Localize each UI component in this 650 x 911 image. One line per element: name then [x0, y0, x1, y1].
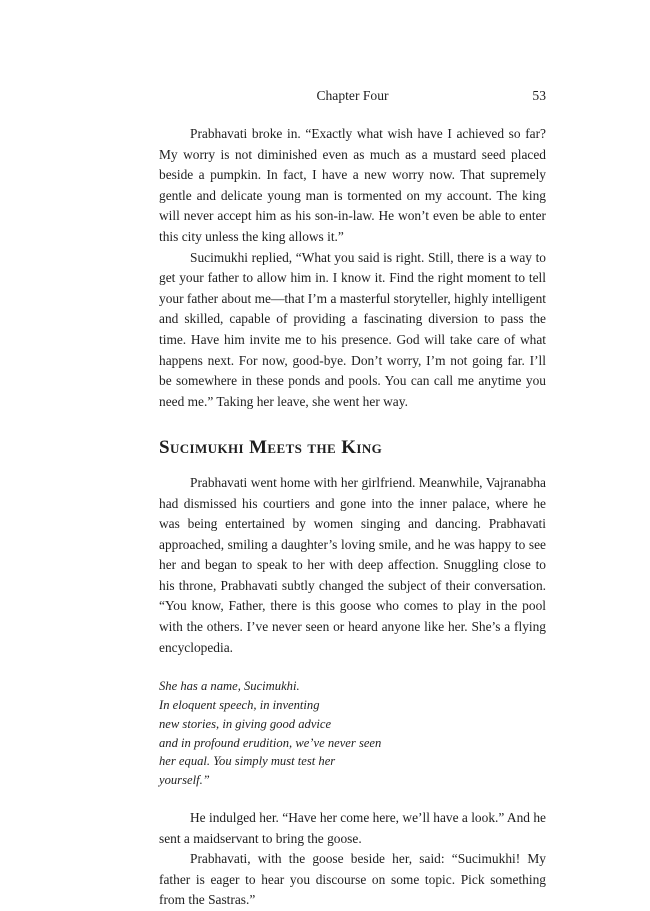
paragraph: Prabhavati, with the goose beside her, said: “Sucimukhi! My father is eager to hear you discourse on some topic. Pick something from the Sastras.”: [159, 851, 546, 908]
verse-line: In eloquent speech, in inventing: [159, 698, 320, 713]
verse-block: [159, 677, 546, 790]
book-page: [159, 88, 546, 911]
page-number: 53: [532, 88, 546, 103]
paragraph: Prabhavati went home with her girlfriend. Meanwhile, Vajranabha had dismissed his courtiers and gone into the inner palace, where he was being entertained by women singing and dancing. Prabhavati approached, smiling a daughter’s loving smile, and he was happy to see her and began to speak to her with deep affection. Snuggling close to his throne, Prabhavati subtly changed the subject of their conversation. “You know, Father, there is this goose who comes to play in the pool with the others. I’ve never seen or heard anyone like her. She’s a flying encyclopedia.: [159, 474, 546, 655]
chapter-title: Chapter Four: [316, 88, 389, 103]
verse-line: and in profound erudition, we’ve never seen: [159, 735, 382, 750]
paragraph: Sucimukhi replied, “What you said is right. Still, there is a way to get your father to allow him in. I know it. Find the right moment to tell your father about me—that I’m a masterful storyteller, highly intelligent and skilled, capable of providing a fascinating diversion to pass the time. Have him invite me to his presence. God will take care of what happens next. For now, good-bye. Don’t worry, I’m not going far. I’ll be somewhere in these ponds and pools. You can call me anytime you need me.” Taking her leave, she went her way.: [159, 249, 546, 409]
running-head: [159, 88, 546, 110]
body-text: [159, 124, 546, 911]
paragraph: Prabhavati broke in. “Exactly what wish have I achieved so far? My worry is not diminished even as much as a mustard seed placed beside a pumpkin. In fact, I have a new worry now. That supremely gentle and delicate young man is tormented on my account. The king will never accept him as his son-in-law. He won’t even be able to enter this city unless the king allows it.”: [159, 126, 546, 244]
verse-line: yourself.”: [159, 773, 210, 788]
verse-line: her equal. You simply must test her: [159, 754, 336, 769]
section-heading: Sucimukhi Meets the King: [159, 437, 383, 459]
paragraph: He indulged her. “Have her come here, we’ll have a look.” And he sent a maidservant to bring the goose.: [159, 810, 546, 846]
verse-line: She has a name, Sucimukhi.: [159, 679, 300, 694]
verse-line: new stories, in giving good advice: [159, 716, 332, 731]
